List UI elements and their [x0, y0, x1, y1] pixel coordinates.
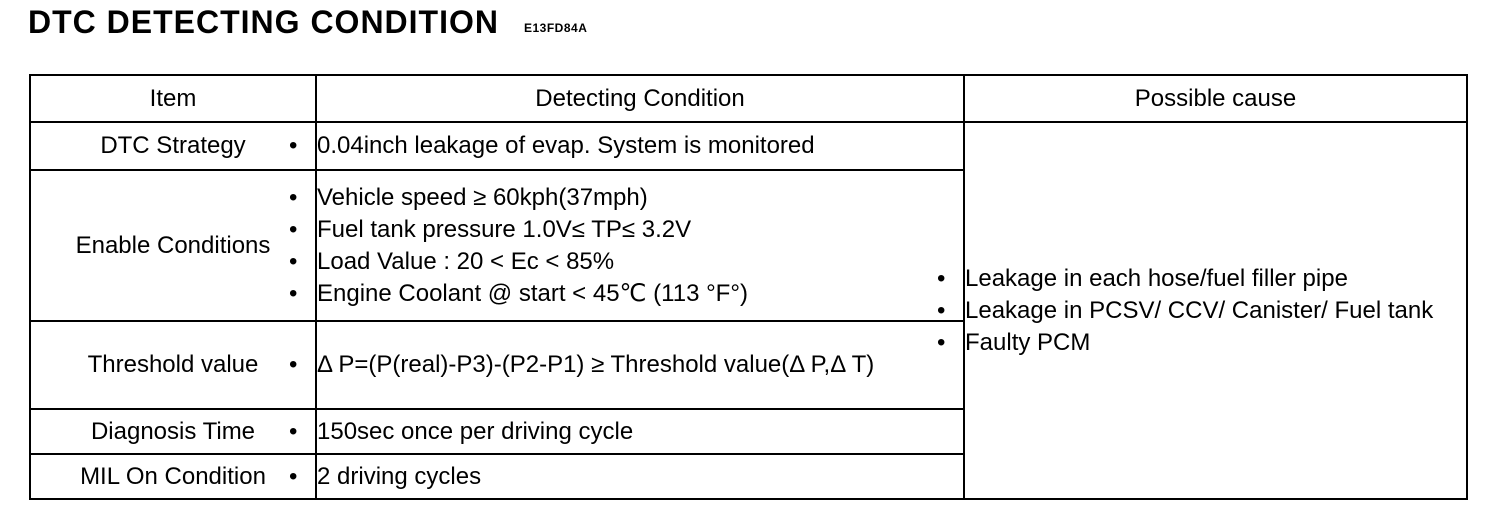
page-title: DTC DETECTING CONDITION [28, 4, 499, 40]
item-cell: Threshold value [30, 321, 316, 409]
item-cell: MIL On Condition [30, 454, 316, 499]
column-header-detecting-condition: Detecting Condition [316, 75, 964, 122]
condition-cell [316, 321, 964, 409]
column-header-possible-cause: Possible cause [964, 75, 1467, 122]
cause-item: • Leakage in each hose/fuel filler pipe [965, 263, 1466, 295]
item-cell: Enable Conditions [30, 170, 316, 321]
condition-item: • Load Value : 20 < Ec < 85% [317, 246, 963, 278]
condition-item: • 0.04inch leakage of evap. System is monitored [317, 130, 963, 162]
document-code: E13FD84A [524, 21, 588, 35]
cause-item: • Faulty PCM [965, 327, 1466, 359]
item-cell: DTC Strategy [30, 122, 316, 170]
condition-item: • 150sec once per driving cycle [317, 416, 963, 448]
condition-cell [316, 170, 964, 321]
possible-cause-cell [964, 122, 1467, 499]
item-cell: Diagnosis Time [30, 409, 316, 454]
condition-item: • 2 driving cycles [317, 461, 963, 493]
table-header-row [30, 75, 1467, 122]
condition-item: • Fuel tank pressure 1.0V≤ TP≤ 3.2V [317, 214, 963, 246]
condition-item: • Vehicle speed ≥ 60kph(37mph) [317, 182, 963, 214]
condition-cell [316, 122, 964, 170]
condition-item: • Engine Coolant @ start < 45℃ (113 °F°) [317, 278, 963, 310]
condition-item: • Δ P=(P(real)-P3)-(P2-P1) ≥ Threshold value(Δ P,Δ T) [317, 349, 903, 381]
condition-cell [316, 409, 964, 454]
column-header-item: Item [30, 75, 316, 122]
table-row [30, 122, 1467, 170]
condition-cell [316, 454, 964, 499]
cause-item: • Leakage in PCSV/ CCV/ Canister/ Fuel tank [965, 295, 1466, 327]
dtc-table [29, 74, 1468, 500]
